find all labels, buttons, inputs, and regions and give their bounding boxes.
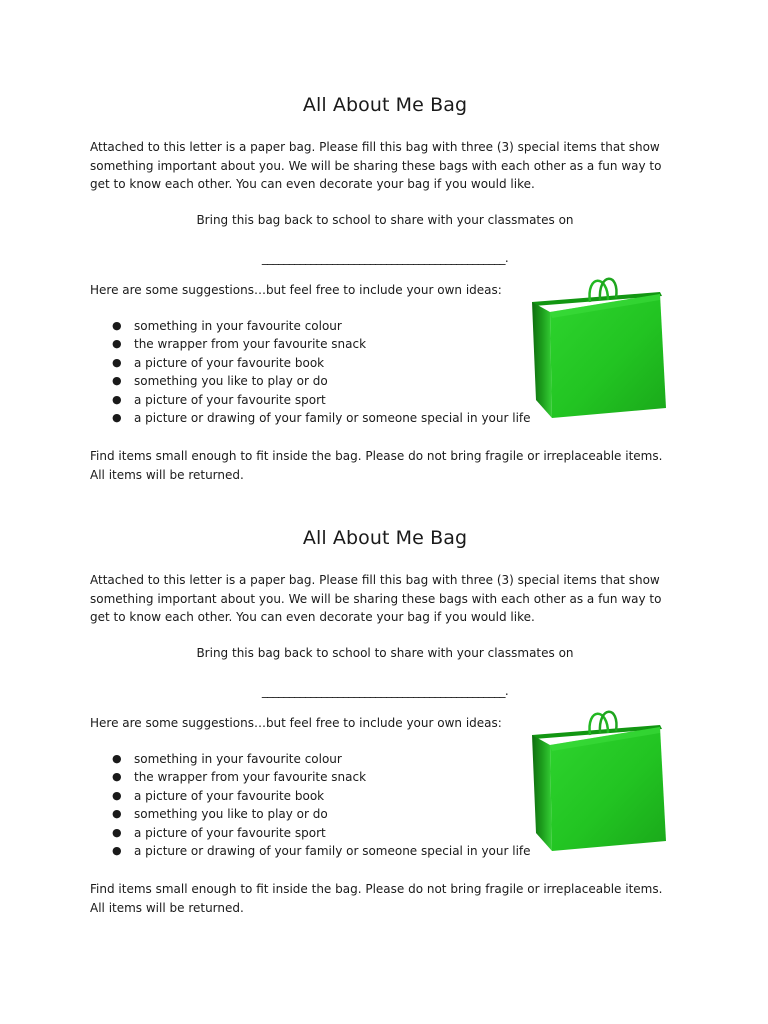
intro-paragraph: Attached to this letter is a paper bag. Please fill this bag with three (3) special items that show something important about you. We will be sharing these bags with each other as a fun way to get to know each other. You can even decorate your bag if you would like. xyxy=(90,573,662,624)
suggestions-intro: Here are some suggestions…but feel free to include your own ideas: xyxy=(90,715,502,730)
page-title: All About Me Bag xyxy=(302,527,468,549)
bullet-icon: ● xyxy=(112,374,122,388)
bullet-icon: ● xyxy=(112,807,122,821)
green-shopping-bag-icon xyxy=(528,705,668,855)
date-blank-line: _____________________________________________. xyxy=(261,250,509,265)
bring-bag-line: Bring this bag back to school to share with your classmates on xyxy=(196,212,574,227)
intro-paragraph: Attached to this letter is a paper bag. Please fill this bag with three (3) special items that show something important about you. We will be sharing these bags with each other as a fun way to get to know each other. You can even decorate your bag if you would like. xyxy=(90,140,662,191)
list-item-text: the wrapper from your favourite snack xyxy=(134,337,367,352)
date-blank-line: _____________________________________________. xyxy=(261,683,509,698)
green-shopping-bag-icon xyxy=(528,272,668,422)
bullet-icon: ● xyxy=(112,355,122,369)
closing-paragraph: Find items small enough to fit inside the bag. Please do not bring fragile or irreplaceable items. All items will be returned. xyxy=(90,449,663,482)
list-item-text: something you like to play or do xyxy=(134,374,328,389)
bullet-icon: ● xyxy=(112,844,122,858)
closing-paragraph: Find items small enough to fit inside the bag. Please do not bring fragile or irreplaceable items. All items will be returned. xyxy=(90,882,663,915)
bullet-icon: ● xyxy=(112,318,122,332)
list-item-text: the wrapper from your favourite snack xyxy=(134,770,367,785)
list-item-text: something you like to play or do xyxy=(134,807,328,822)
suggestions-intro: Here are some suggestions…but feel free to include your own ideas: xyxy=(90,282,502,297)
list-item-text: a picture or drawing of your family or someone special in your life xyxy=(134,411,531,426)
list-item-text: something in your favourite colour xyxy=(134,751,342,766)
bullet-icon: ● xyxy=(112,392,122,406)
list-item-text: a picture of your favourite sport xyxy=(134,392,326,407)
list-item-text: a picture of your favourite sport xyxy=(134,825,326,840)
bullet-icon: ● xyxy=(112,751,122,765)
bullet-icon: ● xyxy=(112,337,122,351)
bullet-icon: ● xyxy=(112,825,122,839)
list-item-text: a picture of your favourite book xyxy=(134,355,325,370)
bring-bag-line: Bring this bag back to school to share with your classmates on xyxy=(196,645,574,660)
list-item-text: a picture of your favourite book xyxy=(134,788,325,803)
bullet-icon: ● xyxy=(112,411,122,425)
page-title: All About Me Bag xyxy=(302,94,468,116)
list-item-text: something in your favourite colour xyxy=(134,318,342,333)
list-item-text: a picture or drawing of your family or someone special in your life xyxy=(134,844,531,859)
bullet-icon: ● xyxy=(112,770,122,784)
bullet-icon: ● xyxy=(112,788,122,802)
